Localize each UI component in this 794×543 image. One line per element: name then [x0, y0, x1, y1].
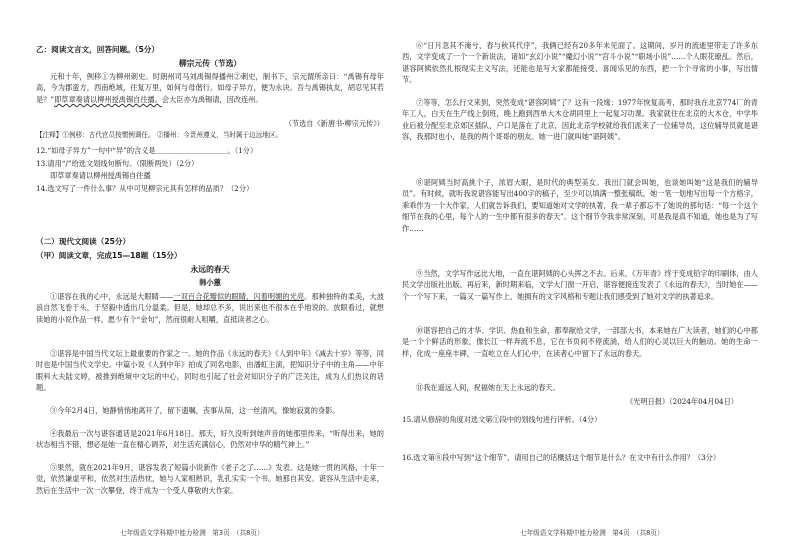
- paragraph-1-underlined: 一双百合花瓣似的眼睛，闪着明媚的光亮: [173, 292, 305, 301]
- paragraph-11: ⑪我在遥远人间，祝福她在天上永远的春天。: [416, 383, 560, 392]
- paragraph-1-start: ①谌容在我的心中，永远是大眼睛——: [50, 292, 174, 301]
- classical-notes: 【注释】①例移：古代官员按惯例调任。 ②播州：今贵州遵义，当时属于边远地区。: [36, 131, 283, 139]
- question-13-sentence: 即草章奏请以柳州授禹锡自往播: [50, 171, 151, 180]
- classical-text: 元和十年，例移①为柳州刺史。时朗州司马刘禹锡得播州②刺史，制书下，宗元谓所亲曰：“禹锡有母年高，今为郡蛮方，西南绝域，往复万里，如何与母偕行。如母子异方，便为永诀。吾与禹锡执友，胡忍见其若是？”: [36, 72, 384, 104]
- question-13: 13.请用“/”给选文划线句断句。（限断两处）（2分）: [36, 159, 199, 168]
- paragraph-4: ④我最后一次与谌容通话是2021年6月18日。那天，好久没听到她声音的她那里传来，“听得出来，她的状态相当不错，想必是她一直在精心调养，对生活充满信心，仍然对中华的精气神上。”: [36, 429, 384, 450]
- paragraph-7: ⑦等等，怎么行文来到，突然变成“谌容阿姨”了？这有一段缘：1977年恢复高考，那时我在北京774厂的青年工人，白天在生产线上倒班，晚上跑到西单大木仓胡同里上一起复习功课。我家就住在北京的大木仓，中学毕业后被分配至北京郊区插队，户口是落在了北京，因此北京学校就给我们派来了一位辅导员，这位辅导员就是谌容，我那时也小，是我的两个哥哥的朋友。她一进门就叫她“谌阿姨”。: [402, 98, 758, 142]
- classical-title: 柳宗元传（节选）: [178, 59, 242, 68]
- question-14: 14.选文写了一件什么事？从中可见柳宗元具有怎样的品质？（2分）: [36, 184, 254, 193]
- left-footer: 七年级语文学科期中能力检测 第3页 （共8页）: [120, 529, 264, 537]
- article-source: 《光明日报》（2024年04月04日）: [625, 397, 738, 406]
- section-2-subheading: （甲）阅读文章，完成15—18题（15分）: [36, 251, 182, 260]
- paragraph-5: ⑤果然，就在2021年9月，谌容发表了短篇小说新作《老子之了……》发表。这是她一贯的风格，十年一觉，依然谦虚平和，依然对生活热忱，她与人家相熟识，乳孔实实一个书。她那自其安。谌容从生活中走来，然后在生活中一次一次攀登，终于成为一个受人尊敬的大作家。: [36, 463, 384, 495]
- question-16: 16.选文第⑧段中写到“这个细节”，请用自己的话概括这个细节是什么？在文中有什么作用？（3分）: [402, 453, 721, 462]
- article-author: 韩小蕙: [199, 278, 221, 287]
- right-footer: 七年级语文学科期中能力检测 第4页 （共8页）: [520, 529, 664, 537]
- section-a-heading: 乙：阅读文言文，回答问题。（5分）: [36, 45, 159, 54]
- paragraph-8: ⑧谌阿姨当时高挑个子，浓眉大眼，是时代的典型美女。我出门就会叫她，也谈她叫她“这是我们的辅导员”。有时候，就听我说谌容能写出400字的稿子，至少可以填满一整张稿纸，她一笔一划地写出每一个方格字，乖乖作为一个大作家，人们就告诉我们，要知道她对文学的执著，我一辈子都忘不了她说的那句话：“每一个这个细节在我的心里，每个人的一生中都有很多的春天”。这个细节令我非常深刻，可是我是真不知道，她也是为了写作……: [402, 178, 758, 233]
- classical-source: （节选自《新唐书·柳宗元传》）: [284, 119, 384, 128]
- section-2-heading: （二）现代文阅读（25分）: [36, 237, 131, 246]
- paragraph-6: ⑥“日月忽其不淹兮，春与秋其代序”，我俩已经有20多年未见面了。这期间，岁月的流逝里带走了许多东西，文学变成了一个一个新说法，诸如“玄幻小说”“魔幻小说”“宫斗小说”“职场小说”……个人眼花缭乱。然后，谌容阿姨依然扎根现实主义写法，还能也是写大家都能接受、喜闻乐见的东西，把一个个寻常的小事，写出情节。: [402, 41, 758, 85]
- classical-text-end: 会大臣亦为禹锡请，因改连州。: [161, 94, 263, 104]
- question-12: 12.“如母子异方”一句中“异”的含义是＿＿＿＿＿＿＿＿＿＿。（1分）: [36, 146, 258, 155]
- classical-paragraph: [36, 71, 384, 105]
- paragraph-1: [36, 291, 384, 325]
- question-15: 15.请从修辞的角度对选文第①段中的划线句进行评析。（4分）: [402, 415, 602, 424]
- paragraph-9: ⑨当然，文学写作远比大地，一直在谌阿姨的心头挥之不去。后来，《万年青》终于变成铅字的印刷体，由人民文学出版社出版。再后来，新时期来临，文学大门窗一开启，谌容便接连发表了《永远的春天》，当时她在——个一个写下来，一篇又一篇写作上，她拥有的文字风格和专题让我们感受到了她对文学的执著追求。: [402, 269, 758, 301]
- paragraph-10: ⑩谌容把自己的才华、学识、热血和生命，都奉献给文学，一部部大书，本来她在广大读者，她们的心中都是一个个鲜活的形象，像长江一样奔流不息，它在书页间不停流淌，给人们的心灵以巨大的触动。她的生命一样，化成一座座丰碑，一直屹立在人们心中，在读者心中留下了永远的春天。: [402, 326, 758, 358]
- paragraph-1-end: 。那种独特的柔美，大波浪自然飞卷于头，于坚毅中透出几分温柔。但是，她却总不多，说出来也不很本在乎地说的。放眼看过，就想读她的小说作品一样。愿少有个“金句”，然而很耐人咀嚼，直抵读者之心。: [36, 292, 384, 324]
- classical-underlined-sentence: 即草章奏请以柳州授禹锡自往播。: [54, 94, 162, 104]
- paragraph-3: ③今年2月4日，她静悄悄地离开了，留下遗嘱，丧事从简，这一丝清风，像她寂寞的身影。: [50, 406, 340, 415]
- paragraph-2: ②谌容是中国当代文坛上最重要的作家之一。她的作品《永远的春天》《人到中年》《减去十岁》等等，同时也是中国当代文学史。中篇小说《人到中年》拍成了同名电影，由潘虹主演，把知识分子中的主角——中年眼科大夫陆文婷，被推到绝境中文坛的中心，同时也引起了社会对知识分子的广泛关注，成为人们热议的话题。: [36, 349, 384, 393]
- article-title: 永远的春天: [190, 265, 230, 274]
